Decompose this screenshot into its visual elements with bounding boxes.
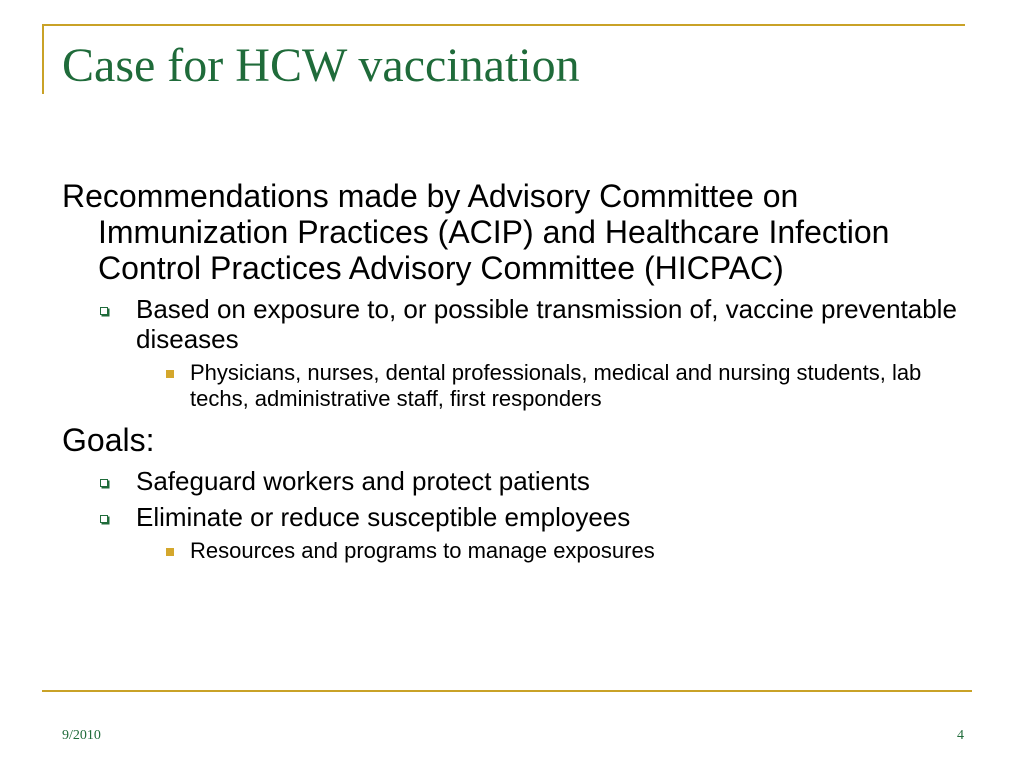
slide-body: [62, 178, 962, 570]
hollow-square-bullet-icon: [100, 307, 108, 315]
bullet-goal-safeguard: [62, 466, 962, 496]
footer-divider: [42, 690, 972, 692]
bullet-resources: [62, 538, 962, 564]
bullet-personnel-text: Physicians, nurses, dental professionals, medical and nursing students, lab techs, administrative staff, first responders: [190, 360, 922, 411]
goal-safeguard-text: Safeguard workers and protect patients: [136, 466, 590, 496]
bullet-personnel: [62, 360, 962, 412]
hollow-square-bullet-icon: [100, 479, 108, 487]
top-frame-line: [42, 24, 965, 26]
recommendations-text: Recommendations made by Advisory Committee on Immunization Practices (ACIP) and Healthcare Infection Control Practices Advisory Committee (HICPAC): [62, 178, 890, 286]
page-number: 4: [957, 728, 964, 743]
slide-title: Case for HCW vaccination: [62, 39, 580, 92]
bullet-exposure: [62, 294, 962, 354]
left-frame-line: [42, 24, 44, 94]
bullet-resources-text: Resources and programs to manage exposures: [190, 538, 655, 563]
filled-square-bullet-icon: [166, 370, 174, 378]
bullet-goal-eliminate: [62, 502, 962, 532]
filled-square-bullet-icon: [166, 548, 174, 556]
footer-date: 9/2010: [62, 728, 101, 743]
hollow-square-bullet-icon: [100, 515, 108, 523]
bullet-exposure-text: Based on exposure to, or possible transmission of, vaccine preventable diseases: [136, 294, 957, 354]
goal-eliminate-text: Eliminate or reduce susceptible employees: [136, 502, 631, 532]
goals-heading: Goals:: [62, 422, 155, 458]
